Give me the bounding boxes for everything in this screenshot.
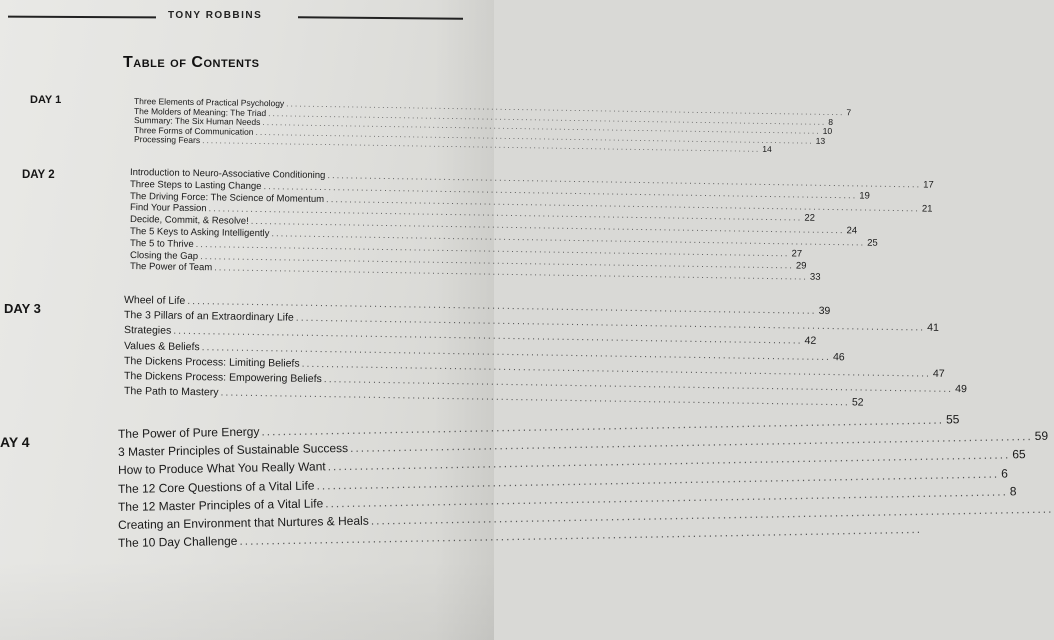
toc-entry-page: 24 bbox=[846, 225, 858, 237]
day-label: DAY 1 bbox=[30, 94, 62, 106]
toc-entry-title: Three Elements of Practical Psychology bbox=[133, 96, 285, 109]
toc-entry-title: Processing Fears bbox=[133, 134, 201, 146]
toc-entry bbox=[118, 511, 498, 532]
toc-entry-page: 25 bbox=[867, 237, 878, 249]
toc-entry-title: The 5 to Thrive bbox=[129, 237, 194, 250]
toc-entry-page: 7 bbox=[846, 107, 852, 118]
toc-entry-title: The Power of Team bbox=[129, 261, 213, 274]
day-label: DAY 2 bbox=[22, 169, 55, 181]
toc-entry bbox=[123, 385, 864, 409]
toc-entry-page: 21 bbox=[921, 203, 933, 215]
toc-entry-page: 47 bbox=[932, 367, 945, 380]
toc-entry-title: The 5 Keys to Asking Intelligently bbox=[129, 226, 270, 240]
day-label: DAY 3 bbox=[4, 301, 41, 316]
toc-entry-page: 6 bbox=[1001, 466, 1008, 481]
toc-entry-page: 49 bbox=[955, 383, 967, 396]
toc-entry-title: The 3 Pillars of an Extraordinary Life bbox=[123, 309, 294, 324]
toc-entry-page: 8 bbox=[828, 116, 834, 127]
toc-entry-title: The 12 Master Principles of a Vital Life bbox=[117, 496, 324, 514]
toc-entry-title: Three Steps to Lasting Change bbox=[129, 178, 262, 192]
toc-entry-title: The Path to Mastery bbox=[123, 385, 219, 399]
toc-entry-title: The Dickens Process: Limiting Beliefs bbox=[123, 354, 300, 370]
toc-entry-page: 65 bbox=[1012, 447, 1026, 462]
page-title: Table of Contents bbox=[123, 54, 260, 71]
toc-entry-page: 55 bbox=[945, 412, 960, 427]
toc-entry-title: Closing the Gap bbox=[129, 249, 199, 262]
toc-entry-title: Strategies bbox=[123, 324, 172, 338]
toc-entry-title: The 10 Day Challenge bbox=[117, 534, 238, 551]
toc-entry-page: 17 bbox=[923, 179, 934, 191]
toc-entry-title: The 12 Core Questions of a Vital Life bbox=[117, 478, 315, 496]
toc-entry-page: 33 bbox=[809, 272, 821, 284]
toc-entry-page: 19 bbox=[859, 190, 870, 202]
toc-entry-page: 10 bbox=[822, 126, 833, 137]
toc-entry-title: Find Your Passion bbox=[129, 202, 207, 215]
toc-entry bbox=[118, 530, 498, 551]
toc-entry bbox=[117, 412, 960, 441]
toc-entry-title: Three Forms of Communication bbox=[133, 124, 254, 137]
toc-entry-page: 59 bbox=[1034, 428, 1049, 444]
toc-entry-page: 13 bbox=[815, 135, 826, 146]
toc-entry-page: 52 bbox=[851, 396, 864, 409]
toc-entry-title: Wheel of Life bbox=[123, 294, 186, 307]
toc-entry-title: Decide, Commit, & Resolve! bbox=[129, 214, 249, 228]
toc-entry-page: 29 bbox=[795, 260, 807, 272]
toc-entry-title: Summary: The Six Human Needs bbox=[133, 115, 261, 128]
toc-entry-title: 3 Master Principles of Sustainable Success bbox=[117, 441, 349, 460]
day-label: AY 4 bbox=[0, 434, 30, 450]
toc-entry-title: Values & Beliefs bbox=[123, 339, 200, 353]
toc-entry-title: The Power of Pure Energy bbox=[117, 424, 260, 441]
toc-entry-title: The Dickens Process: Empowering Beliefs bbox=[123, 370, 322, 386]
toc-entry-page: 27 bbox=[791, 248, 803, 260]
toc-entry-page: 14 bbox=[762, 144, 772, 155]
toc-entry-page: 8 bbox=[1009, 484, 1017, 499]
header-rule-left bbox=[8, 16, 156, 19]
header-rule-right bbox=[298, 16, 463, 19]
toc-entry-title: The Driving Force: The Science of Momentum bbox=[129, 190, 325, 205]
toc-entry-page: 39 bbox=[818, 304, 831, 318]
toc-entry-page: 42 bbox=[804, 335, 817, 348]
toc-entry-page: 41 bbox=[927, 321, 939, 334]
toc-entry-title: Introduction to Neuro-Associative Conditioning bbox=[129, 167, 326, 182]
toc-entry-title: The Molders of Meaning: The Triad bbox=[133, 105, 267, 118]
header-author: TONY ROBBINS bbox=[168, 10, 263, 21]
toc-entry-page: 22 bbox=[804, 212, 816, 225]
toc-entry-title: How to Produce What You Really Want bbox=[117, 459, 326, 478]
toc-entry-page: 46 bbox=[832, 350, 845, 363]
toc-entry-title: Creating an Environment that Nurtures & Heals bbox=[117, 513, 369, 532]
